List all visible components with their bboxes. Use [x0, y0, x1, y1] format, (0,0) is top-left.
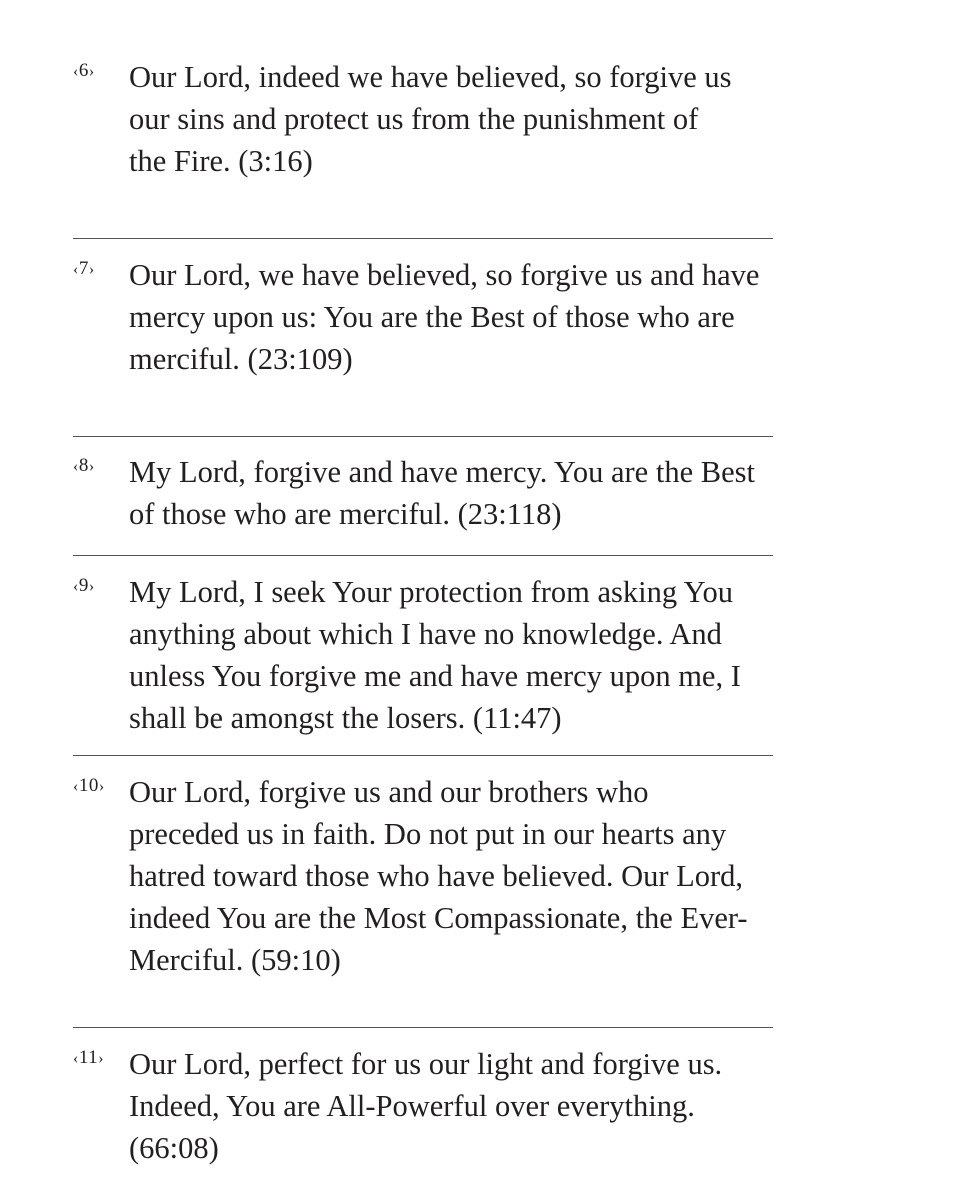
supplication-text: [129, 451, 773, 535]
text-line: Merciful. (59:10): [129, 943, 341, 977]
text-line: preceded us in faith. Do not put in our hearts any: [129, 817, 727, 851]
verse-number: 7: [78, 258, 89, 279]
text-line: merciful. (23:109): [129, 342, 353, 376]
supplication-entry-7: [73, 254, 773, 380]
supplication-text: [129, 771, 773, 981]
text-line: Our Lord, indeed we have believed, so forgive us: [129, 60, 732, 94]
ornament-open-icon: ‹: [73, 458, 79, 475]
verse-number-marker: [73, 258, 95, 280]
text-line: anything about which I have no knowledge. And: [129, 617, 722, 651]
verse-number-marker: [73, 775, 105, 797]
ornament-close-icon: ›: [88, 578, 95, 595]
ornament-open-icon: ‹: [73, 578, 79, 595]
verse-number: 6: [78, 60, 89, 81]
divider-rule: [73, 436, 773, 437]
ornament-open-icon: ‹: [73, 778, 79, 795]
text-line: hatred toward those who have believed. Our Lord,: [129, 859, 744, 893]
text-line: Our Lord, forgive us and our brothers who: [129, 775, 649, 809]
text-line: Indeed, You are All-Powerful over everything.: [129, 1089, 695, 1123]
ornament-open-icon: ‹: [73, 261, 79, 278]
text-line: My Lord, forgive and have mercy. You are the Best: [129, 455, 755, 489]
supplication-text: [129, 1043, 773, 1169]
divider-rule: [73, 555, 773, 556]
text-line: shall be amongst the losers. (11:47): [129, 701, 562, 735]
ornament-close-icon: ›: [88, 458, 95, 475]
verse-number-marker: [73, 1047, 104, 1069]
supplication-entry-6: [73, 56, 773, 182]
ornament-open-icon: ‹: [73, 63, 79, 80]
verse-number: 10: [78, 775, 99, 796]
text-line: My Lord, I seek Your protection from asking You: [129, 575, 734, 609]
supplication-entry-10: [73, 771, 773, 981]
text-line: mercy upon us: You are the Best of those who are: [129, 300, 735, 334]
verse-number: 9: [78, 575, 89, 596]
verse-number-marker: [73, 455, 95, 477]
ornament-close-icon: ›: [98, 1050, 104, 1067]
text-line: (66:08): [129, 1131, 219, 1165]
supplication-text: [129, 254, 773, 380]
ornament-open-icon: ‹: [73, 1050, 79, 1067]
text-line: the Fire. (3:16): [129, 144, 313, 178]
ornament-close-icon: ›: [88, 261, 95, 278]
text-line: unless You forgive me and have mercy upon me, I: [129, 659, 741, 693]
text-line: of those who are merciful. (23:118): [129, 497, 562, 531]
ornament-close-icon: ›: [98, 778, 105, 795]
supplication-entry-9: [73, 571, 773, 739]
divider-rule: [73, 755, 773, 756]
verse-number-marker: [73, 575, 95, 597]
divider-rule: [73, 1027, 773, 1028]
ornament-close-icon: ›: [88, 63, 95, 80]
supplication-text: [129, 571, 773, 739]
text-line: Our Lord, we have believed, so forgive us and have: [129, 258, 760, 292]
supplication-entry-11: [73, 1043, 773, 1169]
verse-number: 8: [78, 455, 89, 476]
verse-number-marker: [73, 60, 95, 82]
supplication-text: [129, 56, 773, 182]
text-line: indeed You are the Most Compassionate, the Ever-: [129, 901, 748, 935]
text-line: our sins and protect us from the punishment of: [129, 102, 699, 136]
text-line: Our Lord, perfect for us our light and forgive us.: [129, 1047, 723, 1081]
supplication-entry-8: [73, 451, 773, 535]
verse-number: 11: [78, 1047, 99, 1068]
divider-rule: [73, 238, 773, 239]
